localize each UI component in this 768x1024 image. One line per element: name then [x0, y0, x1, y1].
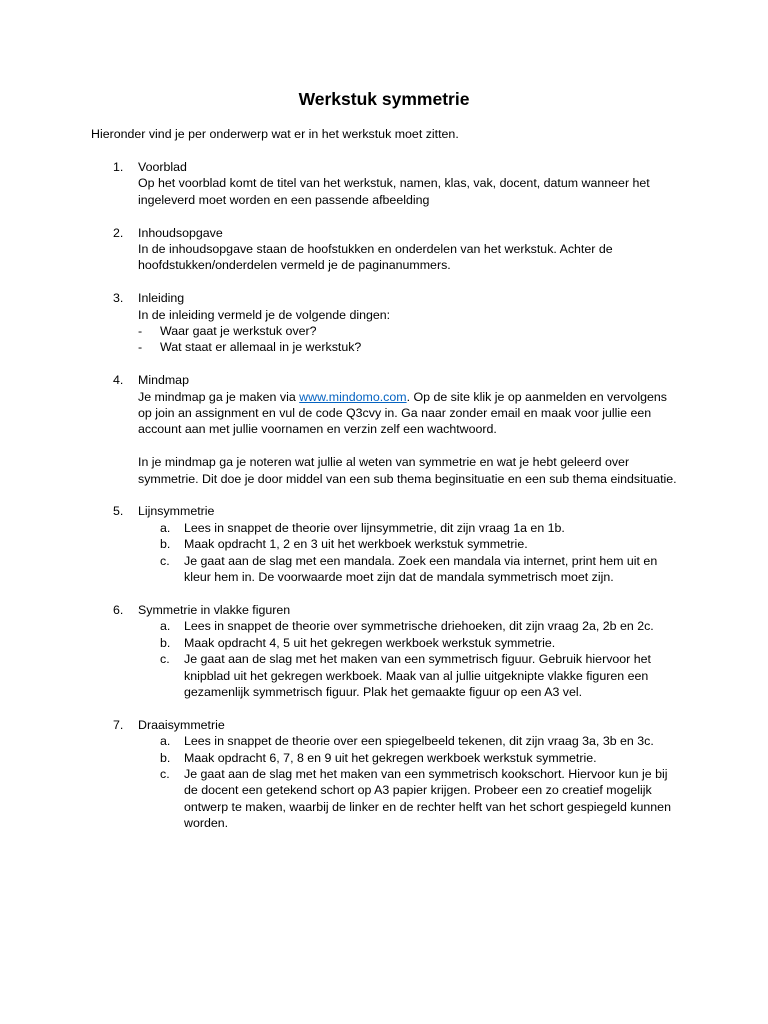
bullet-text: Wat staat er allemaal in je werkstuk? [160, 340, 362, 355]
section-text: In de inhoudsopgave staan de hoofstukken en onderdelen van het werkstuk. Achter de hoofdstukken/onderdelen vermeld je de paginanummers. [138, 242, 613, 273]
sub-item [138, 750, 680, 766]
section-text: In je mindmap ga je noteren wat jullie al weten van symmetrie en wat je hebt geleerd over symmetrie. Dit doe je door middel van een sub thema beginsituatie en een sub thema eindsituatie. [138, 455, 677, 486]
sub-item [138, 618, 680, 634]
section-inhoudsopgave [0, 225, 678, 274]
section-heading: Voorblad [138, 160, 187, 174]
section-mindmap [0, 372, 678, 487]
sub-text: Maak opdracht 4, 5 uit het gekregen werkboek werkstuk symmetrie. [184, 635, 556, 650]
section-inleiding [0, 290, 678, 356]
sub-item [138, 733, 680, 749]
bullet-dash: - [138, 324, 143, 339]
sub-letter: b. [160, 537, 171, 552]
section-text: Op het voorblad komt de titel van het werkstuk, namen, klas, vak, docent, datum wanneer het ingeleverd moet worden en een passende afbeelding [138, 176, 650, 207]
section-voorblad [0, 159, 678, 208]
sub-text: Je gaat aan de slag met een mandala. Zoek een mandala via internet, print hem uit en kleur hem in. De voorwaarde moet zijn dat de mandala symmetrisch moet zijn. [184, 553, 658, 585]
section-list [0, 159, 768, 848]
section-number: 1. [113, 160, 124, 174]
section-draaisymmetrie [0, 717, 678, 832]
section-number: 7. [113, 717, 124, 732]
sub-text: Maak opdracht 6, 7, 8 en 9 uit het gekregen werkboek werkstuk symmetrie. [184, 750, 597, 765]
sub-letter: a. [160, 520, 171, 535]
sub-text: Maak opdracht 1, 2 en 3 uit het werkboek werkstuk symmetrie. [184, 537, 528, 552]
intro-text: Hieronder vind je per onderwerp wat er in het werkstuk moet zitten. [91, 127, 459, 141]
section-heading: Inleiding [138, 291, 185, 306]
sub-letter: b. [160, 750, 171, 765]
section-number: 4. [113, 373, 124, 388]
sub-text: Lees in snappet de theorie over lijnsymmetrie, dit zijn vraag 1a en 1b. [184, 520, 565, 535]
sub-text: Lees in snappet de theorie over symmetrische driehoeken, dit zijn vraag 2a, 2b en 2c. [184, 619, 654, 634]
text-after-link: . Op de site klik je op aanmelden en vervolgens op join an assignment en vul de code Q3cvy in. Ga naar zonder email en maak voor jullie een account aan met jullie voornamen en verzin zelf een wachtwoord. [138, 389, 667, 437]
bullet-item [138, 323, 678, 339]
sub-text: Je gaat aan de slag met het maken van een symmetrisch figuur. Gebruik hiervoor het knipblad uit het gekregen werkboek. Maak van al jullie uitgeknipte vlakke figuren een gezamenlijk symmetrisch figuur. Plak het gemaakte figuur op een A3 vel. [184, 652, 651, 699]
sub-text: Lees in snappet de theorie over een spiegelbeeld tekenen, dit zijn vraag 3a, 3b en 3c. [184, 734, 654, 749]
section-text: In de inleiding vermeld je de volgende dingen: [138, 307, 391, 322]
bullet-text: Waar gaat je werkstuk over? [160, 324, 317, 339]
mindomo-link[interactable]: www.mindomo.com [299, 389, 407, 404]
section-heading: Symmetrie in vlakke figuren [138, 602, 291, 617]
sub-item [138, 520, 680, 536]
section-number: 6. [113, 602, 124, 617]
section-heading: Draaisymmetrie [138, 717, 225, 732]
text-before-link: Je mindmap ga je maken via [138, 389, 300, 404]
sub-item [138, 536, 680, 552]
sub-item [138, 635, 680, 651]
section-vlakke-figuren [0, 602, 678, 700]
page-title: Werkstuk symmetrie [298, 89, 470, 109]
sub-letter: c. [160, 766, 170, 781]
section-number: 2. [113, 225, 124, 240]
section-heading: Lijnsymmetrie [138, 504, 215, 519]
section-lijnsymmetrie [0, 503, 678, 585]
sub-item [138, 766, 680, 832]
section-number: 3. [113, 291, 124, 306]
paragraph-spacer [138, 438, 678, 454]
sub-letter: c. [160, 553, 170, 568]
section-heading: Inhoudsopgave [138, 225, 223, 240]
sub-item [138, 553, 680, 586]
sub-letter: c. [160, 652, 170, 667]
section-heading: Mindmap [138, 373, 189, 388]
sub-item [138, 651, 680, 700]
sub-letter: b. [160, 635, 171, 650]
sub-letter: a. [160, 619, 171, 634]
section-text [138, 389, 678, 438]
bullet-item [138, 339, 678, 355]
section-number: 5. [113, 504, 124, 519]
bullet-dash: - [138, 340, 143, 355]
sub-text: Je gaat aan de slag met het maken van een symmetrisch kookschort. Hiervoor kun je bij de docent een getekend schort op A3 papier krijgen. Probeer een zo creatief mogelijk ontwerp te maken, waarbij de linker en de rechter helft van het schort gespiegeld kunnen worden. [184, 766, 671, 831]
sub-letter: a. [160, 734, 171, 749]
